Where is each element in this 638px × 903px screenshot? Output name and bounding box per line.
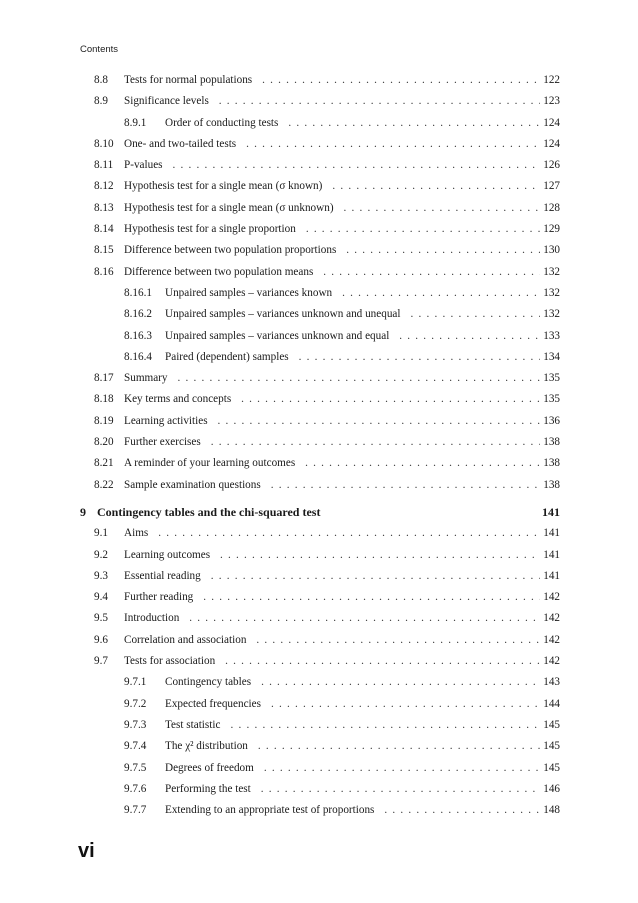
toc-entry-page: 132 <box>543 286 560 299</box>
toc-entry-page: 142 <box>543 655 560 668</box>
toc-entry-title: The χ² distribution <box>165 740 254 752</box>
toc-entry-page: 148 <box>543 804 560 817</box>
toc-entry-number: 8.11 <box>94 159 114 172</box>
toc-entry-page: 145 <box>543 718 560 731</box>
toc-entry-number: 9.7.5 <box>124 761 147 774</box>
toc-entry-page: 138 <box>543 457 560 470</box>
toc-entry-title-leader <box>124 219 540 240</box>
toc-entry-number: 8.14 <box>94 223 114 236</box>
toc-entry-title-leader <box>165 347 540 368</box>
toc-entry-title-leader <box>165 326 540 347</box>
toc-entry-page: 136 <box>543 414 560 427</box>
toc-entry[interactable] <box>0 779 638 800</box>
toc-entry-title: Learning activities <box>124 415 214 427</box>
toc-entry-title: Hypothesis test for a single mean (σ unknown) <box>124 202 340 214</box>
toc-entry-number: 8.19 <box>94 414 114 427</box>
toc-entry[interactable] <box>0 694 638 715</box>
toc-entry-title-leader <box>124 608 540 629</box>
toc-entry[interactable] <box>0 758 638 779</box>
toc-entry-number: 8.18 <box>94 393 114 406</box>
toc-entry-number: 8.16 <box>94 265 114 278</box>
toc-entry-number: 9.1 <box>94 527 108 540</box>
toc-entry-page: 145 <box>543 740 560 753</box>
toc-entry-title-leader <box>165 283 540 304</box>
toc-entry[interactable] <box>0 91 638 112</box>
toc-entry-title: Aims <box>124 527 154 539</box>
toc-entry-number: 8.17 <box>94 372 114 385</box>
toc-entry[interactable] <box>0 715 638 736</box>
toc-entry-title-leader <box>124 389 540 410</box>
toc-entry-title: Learning outcomes <box>124 549 216 561</box>
toc-entry-page: 141 <box>543 569 560 582</box>
toc-entry[interactable] <box>0 326 638 347</box>
toc-entry-title: Degrees of freedom <box>165 762 260 774</box>
toc-entry-number: 8.21 <box>94 457 114 470</box>
toc-entry-title-leader <box>124 630 540 651</box>
toc-entry-number: 9.7.3 <box>124 718 147 731</box>
toc-entry-title: Introduction <box>124 612 185 624</box>
toc-entry[interactable] <box>0 262 638 283</box>
toc-entry-title: Further reading <box>124 591 199 603</box>
toc-entry-page: 123 <box>543 95 560 108</box>
toc-entry[interactable] <box>0 672 638 693</box>
toc-entry-title-leader <box>124 262 540 283</box>
toc-entry-title-leader <box>124 176 540 197</box>
toc-entry-number: 8.9.1 <box>124 116 147 129</box>
toc-entry-number: 9.5 <box>94 612 108 625</box>
toc-entry-title: Contingency tables <box>165 676 257 688</box>
toc-entry-page: 130 <box>543 244 560 257</box>
toc-entry-title: Key terms and concepts <box>124 393 237 405</box>
table-of-contents <box>0 70 638 821</box>
toc-entry-page: 134 <box>543 350 560 363</box>
toc-entry-title: Sample examination questions <box>124 479 267 491</box>
toc-entry-page: 141 <box>543 548 560 561</box>
toc-entry-title: Paired (dependent) samples <box>165 351 295 363</box>
toc-entry-number: 9.6 <box>94 633 108 646</box>
toc-entry[interactable] <box>0 545 638 566</box>
toc-entry[interactable] <box>0 800 638 821</box>
toc-entry-number: 8.15 <box>94 244 114 257</box>
toc-entry-page: 124 <box>543 116 560 129</box>
toc-entry-title: One- and two-tailed tests <box>124 138 242 150</box>
toc-entry[interactable] <box>0 70 638 91</box>
toc-entry[interactable] <box>0 411 638 432</box>
toc-entry-number: 9.4 <box>94 591 108 604</box>
running-header: Contents <box>80 44 119 55</box>
toc-entry[interactable] <box>0 608 638 629</box>
toc-entry-page: 129 <box>543 223 560 236</box>
toc-entry-title-leader <box>165 694 540 715</box>
toc-entry-title: Essential reading <box>124 570 207 582</box>
toc-entry-title-leader <box>165 304 540 325</box>
toc-entry-title-leader <box>124 523 540 544</box>
toc-entry-page: 142 <box>543 612 560 625</box>
toc-entry-page: 127 <box>543 180 560 193</box>
toc-entry-page: 144 <box>543 697 560 710</box>
toc-entry-title: Hypothesis test for a single proportion <box>124 223 302 235</box>
toc-entry-title-leader <box>165 672 540 693</box>
toc-entry-title: Expected frequencies <box>165 698 267 710</box>
toc-entry-number: 9.7 <box>94 655 108 668</box>
toc-entry-title-leader <box>124 134 540 155</box>
toc-entry-number: 8.8 <box>94 74 108 86</box>
toc-entry-page: 135 <box>543 393 560 406</box>
toc-entry-number: 9.3 <box>94 569 108 582</box>
toc-entry-title: Order of conducting tests <box>165 117 284 129</box>
toc-chapter-entry[interactable] <box>0 502 638 523</box>
toc-entry-page: 145 <box>543 761 560 774</box>
toc-entry-title-leader <box>165 800 540 821</box>
toc-entry-number: 9 <box>80 504 86 519</box>
toc-entry-title: Extending to an appropriate test of proportions <box>165 804 380 816</box>
toc-entry-title: Unpaired samples – variances unknown and unequal <box>165 308 407 320</box>
toc-entry[interactable] <box>0 651 638 672</box>
toc-entry[interactable] <box>0 432 638 453</box>
toc-entry[interactable] <box>0 198 638 219</box>
toc-entry-title-leader <box>165 736 540 757</box>
toc-entry[interactable] <box>0 155 638 176</box>
toc-entry[interactable] <box>0 523 638 544</box>
toc-entry-number: 8.10 <box>94 137 114 150</box>
toc-entry-title: Correlation and association <box>124 634 252 646</box>
toc-entry-title-leader <box>165 779 540 800</box>
toc-entry-title: Significance levels <box>124 95 215 107</box>
toc-entry-number: 8.20 <box>94 436 114 449</box>
toc-entry[interactable] <box>0 389 638 410</box>
toc-entry-title: Further exercises <box>124 436 207 448</box>
toc-entry-title: Difference between two population proportions <box>124 244 342 256</box>
toc-entry-title-leader <box>124 587 540 608</box>
toc-entry[interactable] <box>0 475 638 496</box>
toc-entry-page: 135 <box>543 372 560 385</box>
toc-entry-number: 9.7.7 <box>124 804 147 817</box>
toc-entry-title-leader <box>124 545 540 566</box>
toc-entry-title: Summary <box>124 372 174 384</box>
toc-entry-title-leader <box>124 475 540 496</box>
toc-entry-title-leader <box>124 240 540 261</box>
toc-entry-page: 146 <box>543 782 560 795</box>
toc-entry-title-leader <box>124 155 540 176</box>
toc-entry-title-leader <box>124 432 540 453</box>
toc-entry[interactable] <box>0 630 638 651</box>
toc-entry-number: 8.16.1 <box>124 286 152 299</box>
toc-entry-title: Tests for normal populations <box>124 74 258 86</box>
toc-entry-page: 132 <box>543 265 560 278</box>
toc-entry[interactable] <box>0 368 638 389</box>
toc-entry-number: 8.12 <box>94 180 114 193</box>
toc-entry-page: 138 <box>543 478 560 491</box>
toc-entry-title-leader <box>97 502 540 523</box>
toc-entry-title: Performing the test <box>165 783 257 795</box>
toc-entry-number: 9.7.4 <box>124 740 147 753</box>
toc-entry-title-leader <box>165 758 540 779</box>
toc-entry-number: 9.7.2 <box>124 697 147 710</box>
toc-entry[interactable] <box>0 587 638 608</box>
toc-entry-title: Contingency tables and the chi-squared test <box>97 505 326 519</box>
toc-entry-title-leader <box>124 198 540 219</box>
toc-entry-page: 141 <box>543 527 560 540</box>
toc-entry-title: Hypothesis test for a single mean (σ known) <box>124 180 328 192</box>
toc-entry[interactable] <box>0 240 638 261</box>
toc-entry[interactable] <box>0 283 638 304</box>
toc-entry-title: Difference between two population means <box>124 266 319 278</box>
toc-entry[interactable] <box>0 304 638 325</box>
toc-entry-title: A reminder of your learning outcomes <box>124 457 301 469</box>
toc-entry-number: 8.16.4 <box>124 350 152 363</box>
toc-entry-number: 8.9 <box>94 95 108 108</box>
toc-entry-title-leader <box>124 70 540 91</box>
toc-entry-title: Test statistic <box>165 719 226 731</box>
toc-entry-title: P-values <box>124 159 169 171</box>
toc-entry-title: Unpaired samples – variances known <box>165 287 338 299</box>
toc-entry-page: 138 <box>543 436 560 449</box>
toc-entry-number: 8.13 <box>94 201 114 214</box>
toc-entry-title-leader <box>165 113 540 134</box>
toc-entry-title-leader <box>124 566 540 587</box>
toc-entry-title-leader <box>165 715 540 736</box>
toc-entry-page: 126 <box>543 159 560 172</box>
toc-entry-title-leader <box>124 651 540 672</box>
toc-entry[interactable] <box>0 453 638 474</box>
toc-entry-number: 9.7.6 <box>124 782 147 795</box>
toc-entry[interactable] <box>0 347 638 368</box>
toc-entry-title: Tests for association <box>124 655 221 667</box>
toc-entry-title-leader <box>124 453 540 474</box>
toc-entry-page: 124 <box>543 137 560 150</box>
toc-entry-page: 122 <box>543 74 560 86</box>
toc-entry-page: 132 <box>543 308 560 321</box>
toc-entry-page: 143 <box>543 676 560 689</box>
toc-entry-page: 142 <box>543 633 560 646</box>
toc-entry-title-leader <box>124 411 540 432</box>
toc-entry[interactable] <box>0 134 638 155</box>
toc-entry-number: 8.22 <box>94 478 114 491</box>
toc-entry-title-leader <box>124 91 540 112</box>
toc-entry-number: 9.7.1 <box>124 676 147 689</box>
toc-entry[interactable] <box>0 176 638 197</box>
toc-entry-page: 128 <box>543 201 560 214</box>
toc-entry-number: 8.16.2 <box>124 308 152 321</box>
toc-entry-title: Unpaired samples – variances unknown and equal <box>165 330 395 342</box>
toc-entry[interactable] <box>0 566 638 587</box>
toc-entry-number: 9.2 <box>94 548 108 561</box>
toc-entry-page: 133 <box>543 329 560 342</box>
toc-entry-title-leader <box>124 368 540 389</box>
toc-entry[interactable] <box>0 736 638 757</box>
toc-entry-number: 8.16.3 <box>124 329 152 342</box>
toc-entry-page: 142 <box>543 591 560 604</box>
toc-entry[interactable] <box>0 113 638 134</box>
toc-entry-page: 141 <box>542 504 560 519</box>
page-number: vi <box>78 840 95 862</box>
toc-entry[interactable] <box>0 219 638 240</box>
